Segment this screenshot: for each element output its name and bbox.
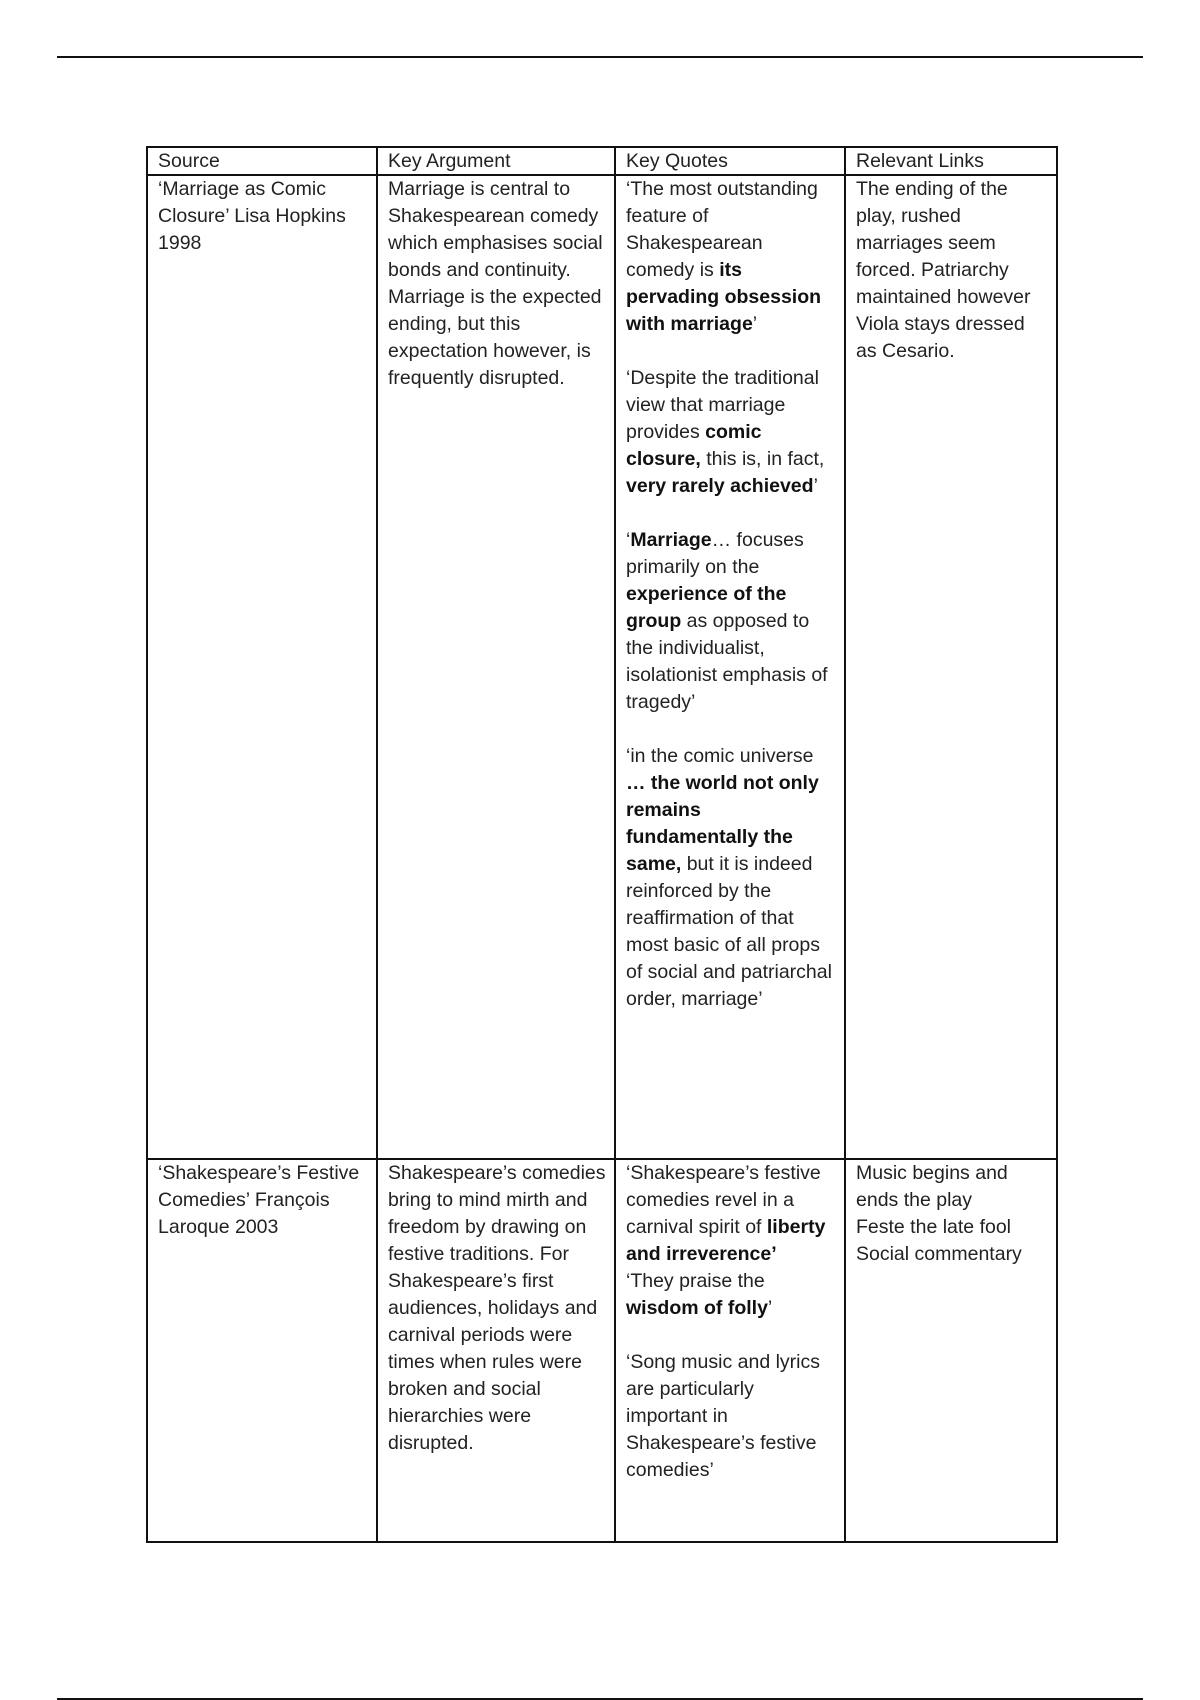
header-row <box>147 147 1057 175</box>
footer-rule <box>57 1698 1143 1700</box>
header-key-argument: Key Argument <box>377 147 615 175</box>
header-source: Source <box>147 147 377 175</box>
quote <box>626 176 836 338</box>
source-cell: ‘Shakespeare’s Festive Comedies’ François Laroque 2003 <box>147 1159 377 1542</box>
argument-cell: Shakespeare’s comedies bring to mind mirth and freedom by drawing on festive traditions. For Shakespeare’s first audiences, holidays and carnival periods were times when rules were broken and social hierarchies were disrupted. <box>377 1159 615 1542</box>
quote-text: ‘Song music and lyrics are particularly important in Shakespeare’s festive comedies’ <box>626 1351 820 1481</box>
quote <box>626 1268 836 1322</box>
quote-emphasis: … the world not only remains fundamentally the same, <box>626 772 819 875</box>
quote <box>626 1160 836 1268</box>
quote-text: ’ <box>767 1297 773 1319</box>
table-row <box>147 1159 1057 1542</box>
quote-text: as opposed to the individualist, isolationist emphasis of tragedy’ <box>626 610 828 713</box>
quote <box>626 1349 836 1484</box>
quote-emphasis: its pervading obsession with marriage <box>626 259 822 335</box>
quote-text: ’ <box>752 313 758 335</box>
quote <box>626 743 836 1013</box>
header-rule <box>57 56 1143 58</box>
argument-cell: Marriage is central to Shakespearean comedy which emphasises social bonds and continuity. Marriage is the expected ending, but this expectation however, is frequently disrupted. <box>377 175 615 1159</box>
quote-emphasis: comic closure, <box>626 421 762 470</box>
links-cell <box>845 1159 1057 1542</box>
notes-table <box>146 146 1058 1543</box>
table-row <box>147 175 1057 1159</box>
quote-text: ‘ <box>626 529 631 551</box>
quote-emphasis: wisdom of folly <box>626 1297 768 1319</box>
quote-text: ‘Shakespeare’s festive comedies revel in a carnival spirit of <box>626 1162 821 1238</box>
quote-text: ‘The most outstanding feature of Shakespearean comedy is <box>626 178 818 281</box>
quote-text: ‘They praise the <box>626 1270 765 1292</box>
link-line: Music begins and ends the play <box>856 1162 1008 1211</box>
quotes-cell <box>615 175 845 1159</box>
quote <box>626 365 836 500</box>
header-relevant-links: Relevant Links <box>845 147 1057 175</box>
link-line: Feste the late fool <box>856 1216 1012 1238</box>
quote-text: ’ <box>813 475 818 497</box>
quote-text: this is, in fact, <box>700 448 825 470</box>
quote-text: … focuses primarily on the <box>626 529 804 578</box>
quote-emphasis: very rarely achieved <box>626 475 814 497</box>
links-cell <box>845 175 1057 1159</box>
quote-text: ‘Despite the traditional view that marriage provides <box>626 367 819 443</box>
quote-emphasis: liberty and irreverence’ <box>626 1216 826 1265</box>
quote-emphasis: experience of the group <box>626 583 787 632</box>
quote-emphasis: Marriage <box>630 529 712 551</box>
quotes-cell <box>615 1159 845 1542</box>
source-cell: ‘Marriage as Comic Closure’ Lisa Hopkins 1998 <box>147 175 377 1159</box>
link-line: The ending of the play, rushed marriages seem forced. Patriarchy maintained however Viola stays dressed as Cesario. <box>856 178 1031 362</box>
quote <box>626 527 836 716</box>
quote-text: but it is indeed reinforced by the reaffirmation of that most basic of all props of social and patriarchal order, marriage’ <box>626 853 832 1010</box>
link-line: Social commentary <box>856 1243 1022 1265</box>
quote-text: ‘in the comic universe <box>626 745 814 767</box>
header-key-quotes: Key Quotes <box>615 147 845 175</box>
